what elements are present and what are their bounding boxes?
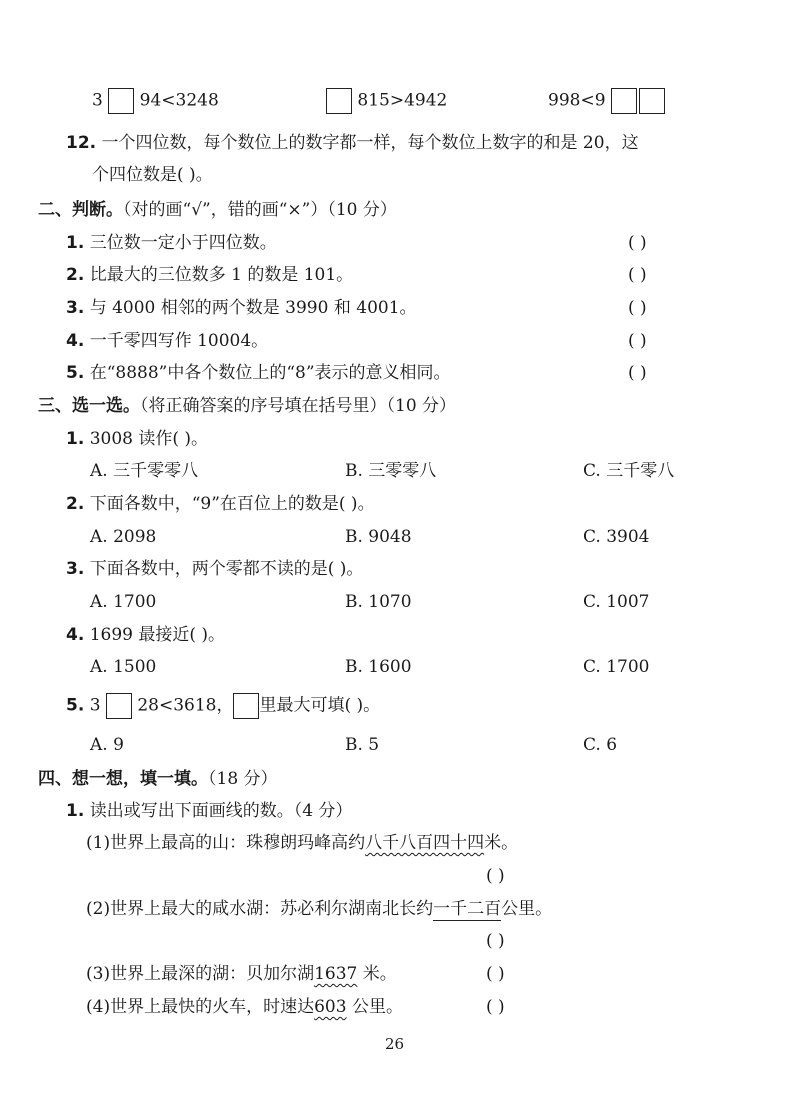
sub-text: (2)世界上最大的咸水湖：苏必利尔湖南北长约: [86, 899, 434, 919]
answer-box[interactable]: [233, 693, 259, 719]
q12-line1: [66, 131, 639, 155]
section-2-heading: [38, 198, 397, 222]
option-b[interactable]: B. 1070: [345, 592, 412, 612]
section-4-heading: [38, 767, 278, 791]
sub-text: (3)世界上最深的湖：贝加尔湖: [86, 964, 315, 984]
question-text: 1699 最接近( )。: [89, 625, 226, 645]
judge-item: [66, 361, 451, 385]
answer-box[interactable]: [639, 88, 665, 114]
item-number: 1.: [66, 429, 85, 449]
section-3-heading: [38, 394, 456, 418]
question-text: 下面各数中，“9”在百位上的数是( )。: [89, 494, 375, 514]
underlined-number: 603: [314, 997, 347, 1017]
option-a[interactable]: A. 三千零零八: [90, 461, 199, 481]
sub-question: [86, 831, 518, 855]
option-c[interactable]: C. 三千零八: [583, 461, 675, 481]
judge-item: [66, 329, 268, 353]
answer-box[interactable]: [326, 88, 352, 114]
top-b-right: 815>4942: [357, 90, 448, 111]
item-text: 三位数一定小于四位数。: [89, 233, 277, 253]
section-note: （对的画“√”，错的画“×”）（10 分）: [123, 200, 397, 220]
sub-text: 米。: [484, 833, 519, 853]
answer-paren[interactable]: ( ): [486, 997, 505, 1017]
top-a-left: 3: [92, 90, 103, 111]
choice-question: [66, 557, 363, 581]
item-number: 5.: [66, 363, 85, 383]
underlined-number: 一千二百: [433, 899, 502, 919]
choice-question: [66, 427, 208, 451]
sub-text: 米。: [357, 964, 397, 984]
section-note: （将正确答案的序号填在括号里）（10 分）: [140, 396, 457, 416]
sub-text: (4)世界上最快的火车，时速达: [86, 997, 315, 1017]
q12-text-1: 一个四位数，每个数位上的数字都一样，每个数位上数字的和是 20，这: [101, 133, 639, 153]
option-b[interactable]: B. 5: [345, 735, 380, 755]
top-a-right: 94<3248: [139, 90, 219, 111]
fill-question: [66, 799, 352, 823]
section-title: 三、选一选。: [38, 396, 140, 416]
top-c-left: 998<9: [548, 90, 606, 111]
question-text: 里最大可填( )。: [259, 695, 381, 716]
sub-question: [86, 962, 397, 986]
sub-question: [86, 995, 403, 1019]
sub-question: [86, 897, 552, 921]
item-text: 一千零四写作 10004。: [89, 331, 269, 351]
question-number: 12.: [66, 133, 97, 153]
option-c[interactable]: C. 3904: [583, 527, 650, 547]
option-b[interactable]: B. 1600: [345, 657, 412, 677]
item-text: 比最大的三位数多 1 的数是 101。: [89, 265, 354, 285]
item-number: 3.: [66, 559, 85, 579]
top-row-c: [548, 88, 665, 114]
item-number: 3.: [66, 298, 85, 318]
question-text: 读出或写出下面画线的数。（4 分）: [89, 801, 353, 821]
answer-box[interactable]: [106, 693, 132, 719]
answer-paren[interactable]: ( ): [486, 964, 505, 984]
item-number: 4.: [66, 625, 85, 645]
q12-line2: [92, 163, 213, 187]
top-row-a: [92, 88, 219, 114]
judge-item: [66, 296, 417, 320]
choice-question: [66, 492, 375, 516]
option-a[interactable]: A. 2098: [90, 527, 157, 547]
answer-paren[interactable]: ( ): [486, 931, 505, 951]
item-number: 4.: [66, 331, 85, 351]
option-c[interactable]: C. 6: [583, 735, 618, 755]
section-note: （18 分）: [208, 769, 278, 789]
judge-item: [66, 231, 277, 255]
answer-paren[interactable]: ( ): [486, 866, 505, 886]
underlined-number: 八千八百四十四: [365, 833, 485, 853]
choice-question: [66, 693, 380, 719]
answer-paren[interactable]: ( ): [628, 363, 647, 383]
option-a[interactable]: A. 1500: [90, 657, 157, 677]
item-text: 在“8888”中各个数位上的“8”表示的意义相同。: [89, 363, 451, 383]
question-text: 3008 读作( )。: [89, 429, 209, 449]
section-title: 四、想一想，填一填。: [38, 769, 208, 789]
answer-paren[interactable]: ( ): [628, 298, 647, 318]
option-a[interactable]: A. 1700: [90, 592, 157, 612]
sub-text: 公里。: [501, 899, 553, 919]
item-number: 2.: [66, 494, 85, 514]
sub-text: (1)世界上最高的山：珠穆朗玛峰高约: [86, 833, 366, 853]
q12-text-2: 个四位数是( )。: [92, 165, 213, 185]
sub-text: 公里。: [346, 997, 403, 1017]
underlined-number: 1637: [314, 964, 358, 984]
question-text: 下面各数中，两个零都不读的是( )。: [89, 559, 364, 579]
judge-item: [66, 263, 353, 287]
option-c[interactable]: C. 1700: [583, 657, 650, 677]
question-text: 3: [89, 695, 101, 716]
answer-box[interactable]: [611, 88, 637, 114]
option-a[interactable]: A. 9: [90, 735, 124, 755]
item-number: 2.: [66, 265, 85, 285]
answer-box[interactable]: [108, 88, 134, 114]
item-number: 5.: [66, 695, 85, 716]
question-text: 28<3618，: [137, 695, 234, 716]
top-row-b: [326, 88, 447, 114]
answer-paren[interactable]: ( ): [628, 233, 647, 253]
item-number: 1.: [66, 801, 85, 821]
section-title: 二、判断。: [38, 200, 123, 220]
option-c[interactable]: C. 1007: [583, 592, 650, 612]
item-number: 1.: [66, 233, 85, 253]
item-text: 与 4000 相邻的两个数是 3990 和 4001。: [89, 298, 417, 318]
answer-paren[interactable]: ( ): [628, 265, 647, 285]
page-number: 26: [385, 1035, 405, 1053]
answer-paren[interactable]: ( ): [628, 331, 647, 351]
choice-question: [66, 623, 225, 647]
option-b[interactable]: B. 三零零八: [345, 461, 437, 481]
option-b[interactable]: B. 9048: [345, 527, 412, 547]
